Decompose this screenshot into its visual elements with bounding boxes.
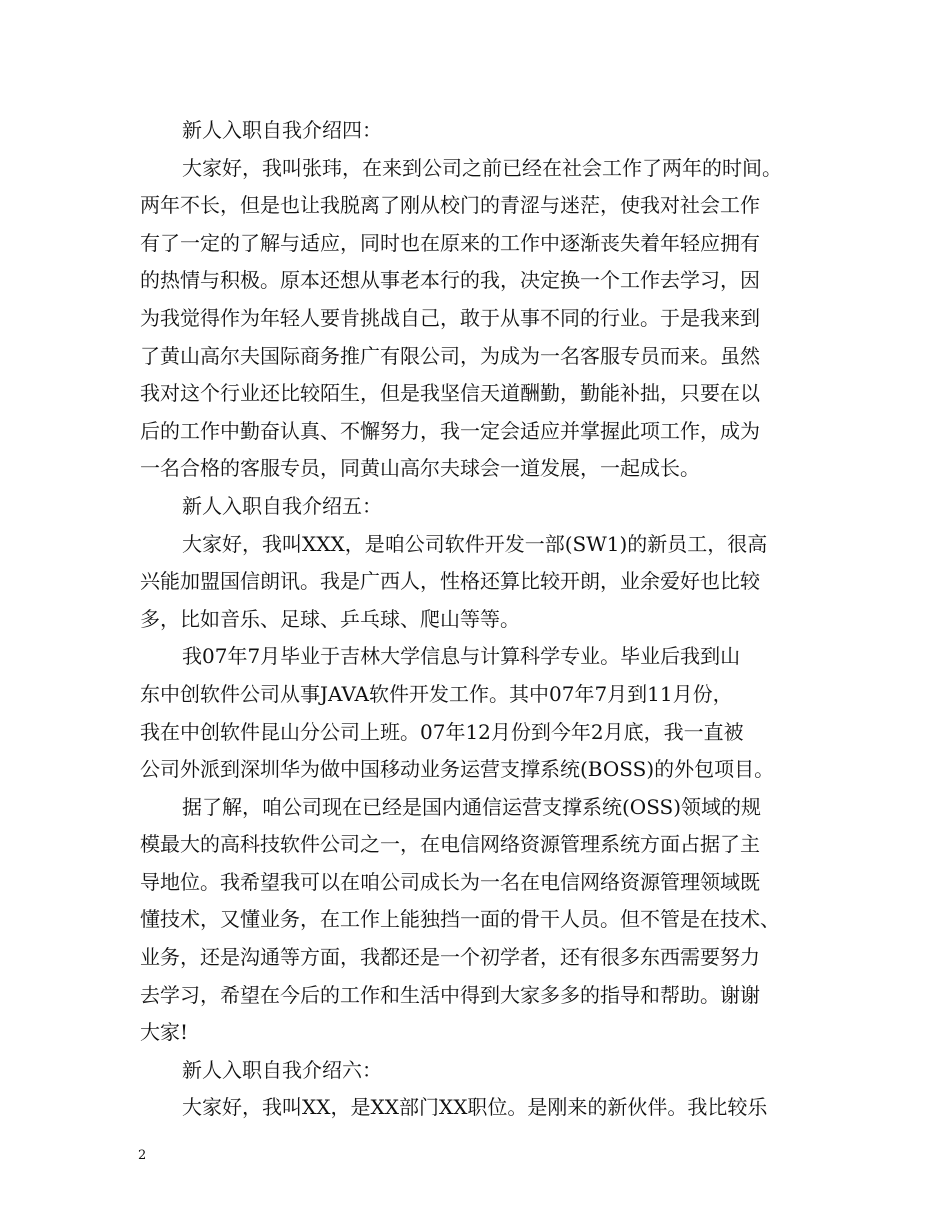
paragraph-line: 去学习，希望在今后的工作和生活中得到大家多多的指导和帮助。谢谢 bbox=[140, 982, 760, 1007]
paragraph-line: 大家好，我叫XXX，是咱公司软件开发一部(SW1)的新员工，很高 bbox=[182, 531, 768, 556]
paragraph-line: 一名合格的客服专员，同黄山高尔夫球会一道发展，一起成长。 bbox=[140, 456, 700, 481]
paragraph-line: 大家好，我叫XX，是XX部门XX职位。是刚来的新伙伴。我比较乐 bbox=[182, 1095, 768, 1120]
paragraph-line: 大家! bbox=[140, 1020, 189, 1045]
paragraph-line: 导地位。我希望我可以在咱公司成长为一名在电信网络资源管理领域既 bbox=[140, 869, 760, 894]
section-heading: 新人入职自我介绍五： bbox=[182, 493, 382, 518]
paragraph-line: 模最大的高科技软件公司之一，在电信网络资源管理系统方面占据了主 bbox=[140, 832, 760, 857]
section-heading: 新人入职自我介绍四： bbox=[182, 118, 382, 142]
paragraph-line: 后的工作中勤奋认真、不懈努力，我一定会适应并掌握此项工作，成为 bbox=[140, 418, 760, 443]
paragraph-line: 我在中创软件昆山分公司上班。07年12月份到今年2月底，我一直被 bbox=[140, 719, 744, 744]
paragraph-line: 为我觉得作为年轻人要肯挑战自己，敢于从事不同的行业。于是我来到 bbox=[140, 305, 760, 330]
paragraph-line: 两年不长，但是也让我脱离了刚从校门的青涩与迷茫，使我对社会工作 bbox=[140, 193, 760, 218]
paragraph-line: 有了一定的了解与适应，同时也在原来的工作中逐渐丧失着年轻应拥有 bbox=[140, 230, 760, 255]
paragraph-line: 懂技术，又懂业务，在工作上能独挡一面的骨干人员。但不管是在技术、 bbox=[140, 907, 780, 932]
section-heading: 新人入职自我介绍六： bbox=[182, 1057, 382, 1082]
paragraph-line: 业务，还是沟通等方面，我都还是一个初学者，还有很多东西需要努力 bbox=[140, 945, 760, 970]
paragraph-line: 多，比如音乐、足球、乒乓球、爬山等等。 bbox=[140, 606, 520, 631]
paragraph-line: 大家好，我叫张玮，在来到公司之前已经在社会工作了两年的时间。 bbox=[182, 155, 782, 180]
paragraph-line: 了黄山高尔夫国际商务推广有限公司，为成为一名客服专员而来。虽然 bbox=[140, 343, 760, 368]
page-number: 2 bbox=[138, 1148, 147, 1163]
paragraph-line: 我07年7月毕业于吉林大学信息与计算科学专业。毕业后我到山 bbox=[182, 644, 741, 669]
document-body bbox=[140, 112, 830, 1127]
paragraph-line: 据了解，咱公司现在已经是国内通信运营支撑系统(OSS)领域的规 bbox=[182, 794, 762, 819]
paragraph-line: 公司外派到深圳华为做中国移动业务运营支撑系统(BOSS)的外包项目。 bbox=[140, 757, 775, 782]
paragraph-line: 的热情与积极。原本还想从事老本行的我，决定换一个工作去学习，因 bbox=[140, 268, 760, 293]
paragraph-line: 兴能加盟国信朗讯。我是广西人，性格还算比较开朗，业余爱好也比较 bbox=[140, 569, 760, 594]
paragraph-line: 我对这个行业还比较陌生，但是我坚信天道酬勤，勤能补拙，只要在以 bbox=[140, 381, 760, 406]
paragraph-line: 东中创软件公司从事JAVA软件开发工作。其中07年7月到11月份， bbox=[140, 681, 733, 706]
